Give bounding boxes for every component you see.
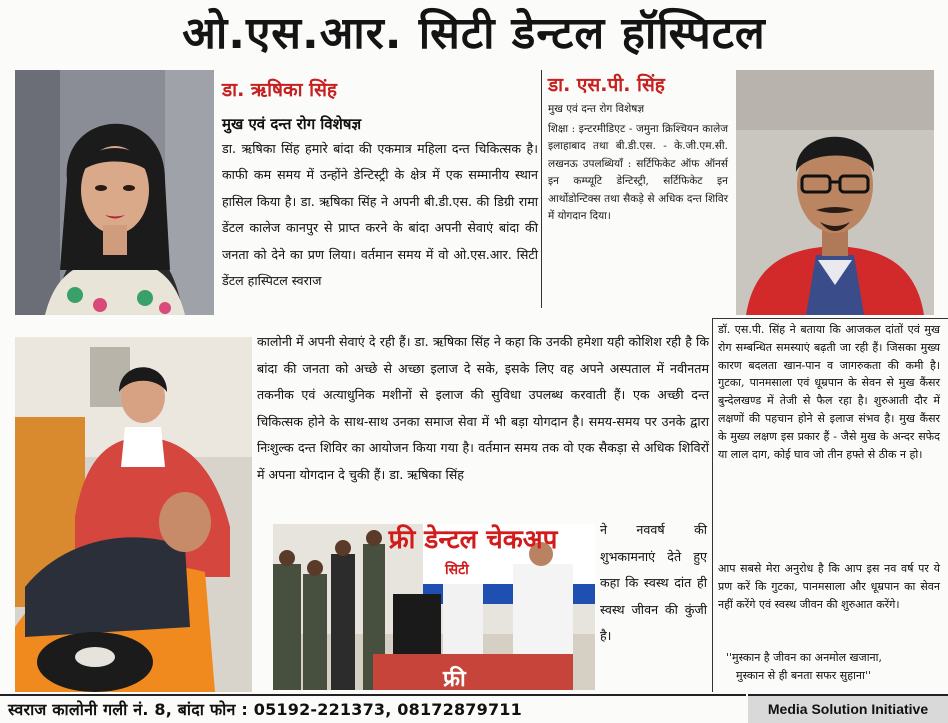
left-doctor-bio-middle: कालोनी में अपनी सेवाएं दे रही हैं। डा. ऋषिका सिंह ने कहा कि उनकी हमेशा यही कोशिश रही है कि बांदा की जनता को अच्छे से अच्छा इलाज दे सके, इसके लिए वह अपने अस्पताल में नवीनतम तकनीक एवं अत्याधुनिक मशीनों से इलाज की सुविधा उपलब्ध करवाती हैं। एक अच्छी दन्त चिकित्सक होने के साथ-साथ उनका समाज सेवा में भी बड़ा योगदान है। समय-समय पर उनके द्वारा निःशुल्क दन्त शिविर का आयोजन किया गया है। वर्तमान समय तक वो एक सैकड़ा से अधिक शिविरों में अपना योगदान दे चुकी हैं। डा. ऋषिका सिंह (257, 334, 709, 482)
left-doctor-bio-end: ने नववर्ष की शुभकामनाएं देते हुए कहा कि स्वस्थ दांत ही स्वस्थ जीवन की कुंजी है। (600, 522, 707, 643)
right-doctor-statement: डॉ. एस.पी. सिंह ने बताया कि आजकल दांतों एवं मुख रोग सम्बन्धित समस्याएं बढ़ती जा रही हैं। जिसका मुख्य कारण बदलता खान-पान व जागरुकता की कमी है। गुटका, पानमसाला एवं धूम्रपान के सेवन से मुख कैंसर बुन्देलखण्ड में तेजी से फैल रहा है। शुरुआती दौर में लक्षणों की पहचान होने से इलाज संभव है। मुख कैंसर के मुख्य लक्षण इस प्रकार हैं - जैसे मुख के अन्दर सफेद या लाल दाग, कोई घाव जो तीन हफ्ते से ठीक न हो। (718, 323, 940, 461)
photo-dental-camp (273, 524, 595, 690)
left-doctor-bio-top: डा. ऋषिका सिंह हमारे बांदा की एकमात्र महिला दन्त चिकित्सक है। काफी कम समय में उन्होंने डेन्टिस्ट्री के क्षेत्र में एक सम्मानीय स्थान हासिल किया है। डा. ऋषिका सिंह ने अपनी बी.डी.एस. की डिग्री रामा डेंटल कालेज कानपुर से प्राप्त करने के बांदा अपनी सेवाएं बांदा की जनता को देने का प्रण लिया। वर्तमान समय में वो ओ.एस.आर. सिटी डेंटल हास्पिटल स्वराज (222, 141, 538, 289)
photo-dental-treatment (15, 337, 252, 692)
camp-banner-city: सिटी (445, 562, 469, 578)
right-column-divider (712, 318, 948, 319)
photo-dr-rishika-singh (15, 70, 214, 315)
right-column-rule (712, 318, 713, 692)
right-doctor-name: डा. एस.पी. सिंह (548, 74, 665, 96)
camp-banner-free: फ्री (443, 667, 466, 690)
footer-address: स्वराज कालोनी गली नं. 8, बांदा फोन : 05192-221373, 08172879711 (0, 694, 746, 723)
camp-banner-text: फ्री डेन्टल चेकअप (388, 525, 558, 555)
right-doctor-quote-line-1: ''मुस्कान है जीवन का अनमोल खजाना, (726, 651, 883, 664)
left-doctor-name: डा. ऋषिका सिंह (222, 79, 338, 101)
footer-credit: Media Solution Initiative (748, 694, 948, 723)
column-divider (541, 70, 542, 308)
photo-dr-sp-singh (736, 70, 934, 315)
left-doctor-title: मुख एवं दन्त रोग विशेषज्ञ (222, 115, 362, 133)
page-headline: ओ.एस.आर. सिटी डेन्टल हॉस्पिटल (182, 8, 766, 59)
right-doctor-appeal: आप सबसे मेरा अनुरोध है कि आप इस नव वर्ष पर ये प्रण करें कि गुटका, पानमसाला और धूम्रपान का सेवन नहीं करेंगे एवं स्वस्थ जीवन की शुरुआत करेंगे। (718, 562, 940, 611)
right-doctor-quote-line-2: मुस्कान से ही बनता सफर सुहाना'' (736, 669, 871, 682)
right-doctor-title: मुख एवं दन्त रोग विशेषज्ञ (548, 103, 645, 115)
right-doctor-details: शिक्षा : इन्टरमीडिएट - जमुना क्रिश्चियन कालेज इलाहाबाद तथा बी.डी.एस. - के.जी.एम.सी. लखनऊ उपलब्धियाँ : सर्टिफिकेट ऑफ ऑनर्स इन कम्प्यूटि डेन्टिस्ट्री, सर्टिफिकेट इन आर्थोडोन्टिक्स तथा सैकड़े से अधिक दन्त शिविर में योगदान दिया। (548, 123, 728, 223)
